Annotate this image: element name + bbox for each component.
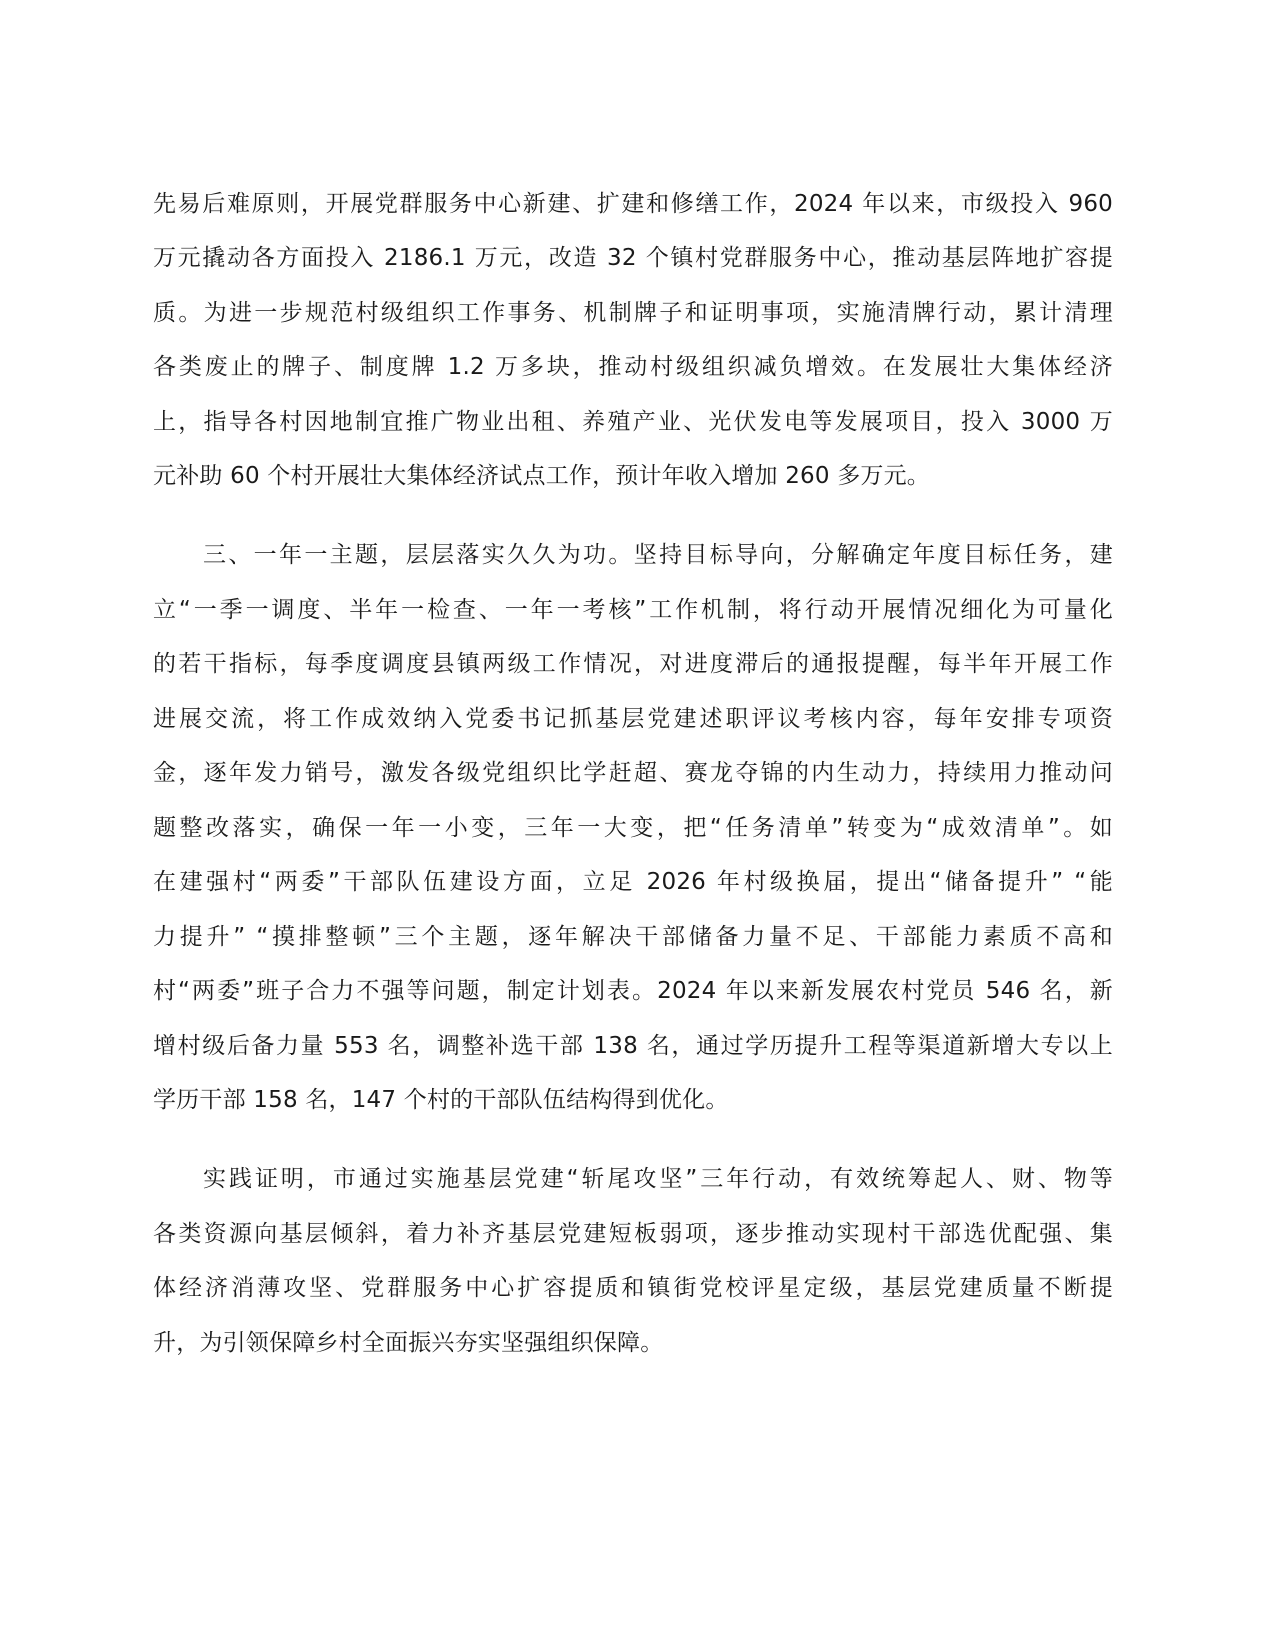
paragraph-3-line-4: 升，为引领保障乡村全面振兴夯实坚强组织保障。 — [153, 1330, 664, 1356]
paragraph-2-line-9: 村“两委”班子合力不强等问题，制定计划表。2024 年以来新发展农村党员 546 名，新 — [153, 978, 1113, 1004]
paragraph-3-line-2: 各类资源向基层倾斜，着力补齐基层党建短板弱项，逐步推动实现村干部选优配强、集 — [153, 1221, 1113, 1247]
paragraph-1-line-6: 元补助 60 个村开展壮大集体经济试点工作，预计年收入增加 260 多万元。 — [153, 463, 931, 489]
paragraph-2-line-5: 金，逐年发力销号，激发各级党组织比学赶超、赛龙夺锦的内生动力，持续用力推动问 — [153, 760, 1113, 786]
paragraph-1-line-5: 上，指导各村因地制宜推广物业出租、养殖产业、光伏发电等发展项目，投入 3000 万 — [153, 409, 1113, 435]
paragraph-2-line-11: 学历干部 158 名，147 个村的干部队伍结构得到优化。 — [153, 1087, 729, 1113]
paragraph-2-line-6: 题整改落实，确保一年一小变，三年一大变，把“任务清单”转变为“成效清单”。如 — [153, 815, 1113, 841]
paragraph-2-line-4: 进展交流，将工作成效纳入党委书记抓基层党建述职评议考核内容，每年安排专项资 — [153, 706, 1113, 732]
paragraph-1-line-3: 质。为进一步规范村级组织工作事务、机制牌子和证明事项，实施清牌行动，累计清理 — [153, 300, 1113, 326]
paragraph-1-line-2: 万元撬动各方面投入 2186.1 万元，改造 32 个镇村党群服务中心，推动基层阵地扩容提 — [153, 245, 1113, 271]
paragraph-2-line-8: 力提升” “摸排整顿”三个主题，逐年解决干部储备力量不足、干部能力素质不高和 — [153, 924, 1113, 950]
paragraph-2-line-1: 三、一年一主题，层层落实久久为功。坚持目标导向，分解确定年度目标任务，建 — [203, 542, 1113, 568]
paragraph-1-line-4: 各类废止的牌子、制度牌 1.2 万多块，推动村级组织减负增效。在发展壮大集体经济 — [153, 354, 1113, 380]
paragraph-2-line-10: 增村级后备力量 553 名，调整补选干部 138 名，通过学历提升工程等渠道新增大专以上 — [153, 1033, 1113, 1059]
paragraph-3-line-1: 实践证明，市通过实施基层党建“斩尾攻坚”三年行动，有效统筹起人、财、物等 — [203, 1166, 1113, 1192]
paragraph-2-line-3: 的若干指标，每季度调度县镇两级工作情况，对进度滞后的通报提醒，每半年开展工作 — [153, 651, 1113, 677]
paragraph-3-line-3: 体经济消薄攻坚、党群服务中心扩容提质和镇街党校评星定级，基层党建质量不断提 — [153, 1275, 1113, 1301]
paragraph-1-line-1: 先易后难原则，开展党群服务中心新建、扩建和修缮工作，2024 年以来，市级投入 960 — [153, 191, 1113, 217]
paragraph-2-line-2: 立“一季一调度、半年一检查、一年一考核”工作机制，将行动开展情况细化为可量化 — [153, 597, 1113, 623]
paragraph-2-line-7: 在建强村“两委”干部队伍建设方面，立足 2026 年村级换届，提出“储备提升” “能 — [153, 869, 1113, 895]
